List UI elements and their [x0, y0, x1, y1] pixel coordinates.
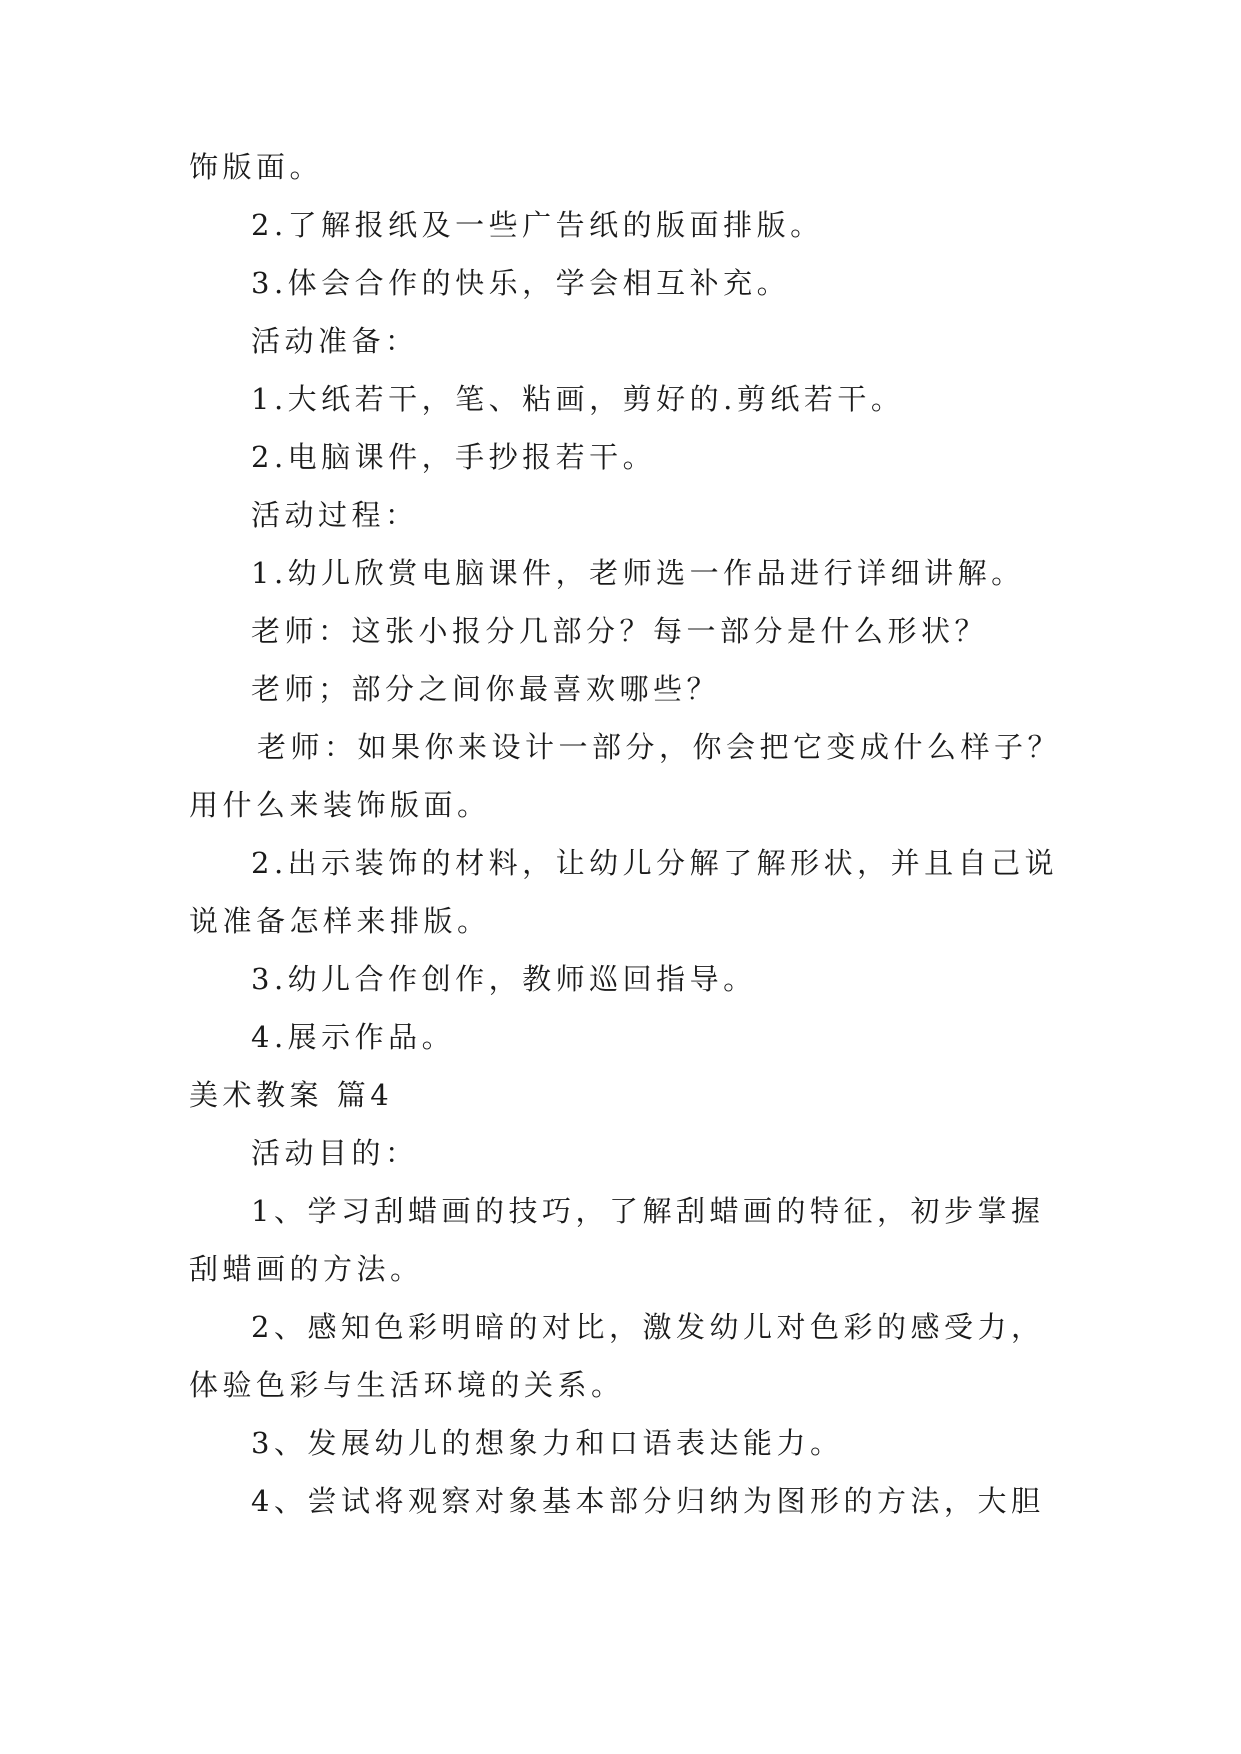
- text-line: 说准备怎样来排版。: [189, 904, 491, 938]
- text-line: 3.幼儿合作创作，教师巡回指导。: [251, 962, 757, 996]
- text-line: 2.出示装饰的材料，让幼儿分解了解形状，并且自己说: [251, 846, 1059, 880]
- text-line: 2.了解报纸及一些广告纸的版面排版。: [251, 208, 824, 242]
- text-line: 3、发展幼儿的想象力和口语表达能力。: [251, 1426, 844, 1460]
- article-title: 美术教案 篇4: [189, 1078, 394, 1112]
- section-heading: 活动准备：: [251, 324, 419, 358]
- text-line: 2、感知色彩明暗的对比，激发幼儿对色彩的感受力，: [251, 1310, 1045, 1344]
- text-line: 3.体会合作的快乐，学会相互补充。: [251, 266, 791, 300]
- text-line: 4、尝试将观察对象基本部分归纳为图形的方法，大胆: [251, 1484, 1045, 1518]
- text-line: 老师：如果你来设计一部分，你会把它变成什么样子？: [257, 730, 1062, 764]
- text-line: 1、学习刮蜡画的技巧，了解刮蜡画的特征，初步掌握: [251, 1194, 1045, 1228]
- text-line: 用什么来装饰版面。: [189, 788, 491, 822]
- text-line: 1.幼儿欣赏电脑课件，老师选一作品进行详细讲解。: [251, 556, 1025, 590]
- text-line: 老师；部分之间你最喜欢哪些？: [251, 672, 721, 706]
- text-line: 刮蜡画的方法。: [189, 1252, 424, 1286]
- text-line: 老师：这张小报分几部分？每一部分是什么形状？: [251, 614, 989, 648]
- text-line: 1.大纸若干，笔、粘画，剪好的.剪纸若干。: [251, 382, 905, 416]
- section-heading: 活动目的：: [251, 1136, 419, 1170]
- text-line: 体验色彩与生活环境的关系。: [189, 1368, 625, 1402]
- text-line: 4.展示作品。: [251, 1020, 456, 1054]
- section-heading: 活动过程：: [251, 498, 419, 532]
- text-line: 饰版面。: [189, 150, 324, 184]
- text-line: 2.电脑课件，手抄报若干。: [251, 440, 657, 474]
